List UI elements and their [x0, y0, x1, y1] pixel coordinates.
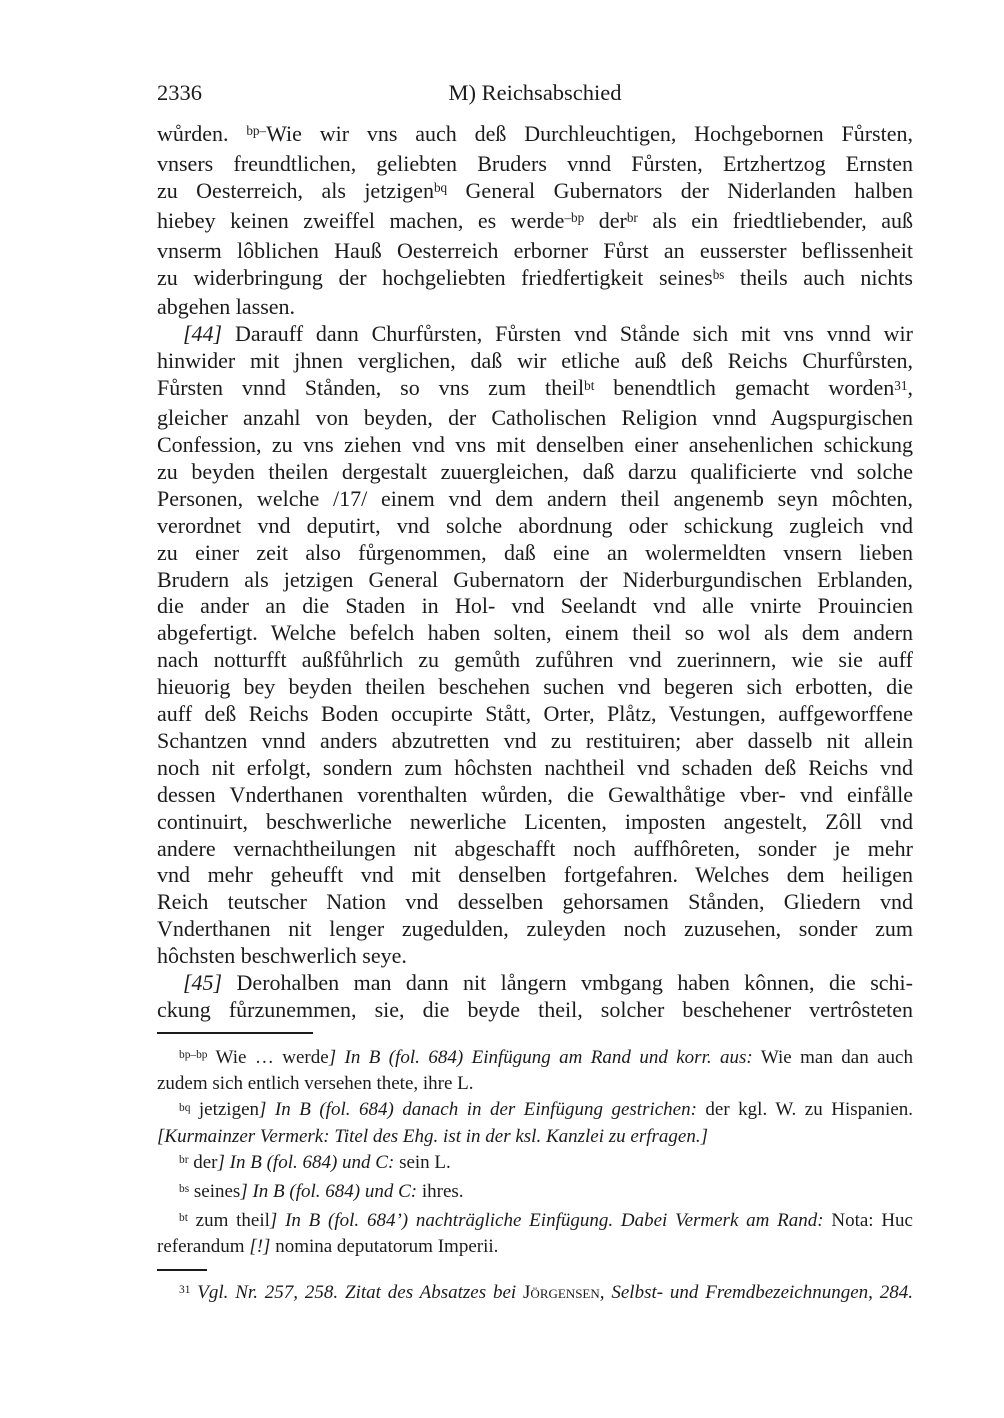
text-run: theils auch nichts	[724, 264, 913, 290]
footnote-entry	[157, 1046, 913, 1095]
text-run: zu Oesterreich, als jetzigen	[157, 177, 434, 203]
text-run: zu widerbringung der hochgeliebten friedfertigkeit seines	[157, 264, 713, 290]
text-run: hôchsten beschwerlich seye.	[157, 943, 407, 969]
page-content	[157, 80, 913, 1307]
footnote-marker: 31	[894, 377, 908, 393]
body-text	[157, 121, 913, 1024]
text-line	[157, 647, 913, 674]
text-line	[157, 889, 913, 916]
apparatus-separator-rule	[157, 1032, 313, 1034]
text-run: Nota: Huc	[823, 1210, 913, 1232]
text-run: Darauff dann Churfůrsten, Fůrsten vnd Stånde sich mit vns vnnd wir	[235, 321, 913, 347]
paragraph	[157, 321, 913, 970]
text-run: hinwider mit jhnen verglichen, daß wir etliche auß deß Reichs Churfůrsten,	[157, 348, 913, 374]
paragraph	[157, 1281, 913, 1307]
text-run: seines	[189, 1180, 241, 1202]
text-run: ckung fůrzunemmen, sie, die beyde theil, solcher beschehener vertrôsteten	[157, 997, 913, 1022]
running-title: M) Reichsabschied	[448, 80, 622, 105]
text-run: als ein friedtliebender, auß	[637, 207, 914, 233]
text-line	[157, 1180, 913, 1206]
text-line	[157, 1235, 913, 1258]
text-line	[157, 486, 913, 513]
paragraph	[157, 970, 913, 1024]
text-run: [45]	[183, 970, 237, 996]
footnote-marker: bq	[433, 180, 448, 196]
footnote-marker: br	[626, 210, 638, 226]
page-number: 2336	[157, 80, 202, 105]
text-line	[157, 121, 913, 151]
text-run: abgefertigt. Welche befelch haben solten, einem theil so wol als dem andern	[157, 620, 913, 646]
footnote-marker: bt	[584, 377, 595, 393]
text-run: ] In B (fol. 684) danach in der Einfügung gestrichen:	[259, 1099, 697, 1121]
text-line	[157, 238, 913, 265]
page-header	[157, 80, 913, 106]
footnote-entry	[157, 1209, 913, 1258]
text-line	[157, 540, 913, 567]
text-run: hieuorig bey beyden theilen beschehen suchen vnd begeren sich erbotten, die	[157, 674, 913, 700]
footnote-separator-rule	[157, 1269, 207, 1271]
text-line	[157, 943, 913, 970]
text-line	[157, 513, 913, 540]
footnote-marker: bp–	[246, 123, 267, 139]
text-run: verordnet vnd deputirt, vnd solche abordnung oder schickung zugleich vnd	[157, 512, 913, 538]
text-run: Personen, welche /17/ einem vnd dem andern theil angenemb seyn môchten,	[157, 485, 913, 511]
text-run: ,	[907, 375, 913, 401]
footnote-entry	[157, 1180, 913, 1206]
text-line	[157, 375, 913, 405]
text-line	[157, 1098, 913, 1124]
text-line	[157, 178, 913, 208]
text-line	[157, 836, 913, 863]
text-run: zu beyden theilen dergestalt zuuergleichen, daß darzu qualificierte vnd solche	[157, 458, 913, 484]
text-run: , Selbst- und Fremdbezeichnungen, 284.	[599, 1281, 913, 1303]
text-run: Brudern als jetzigen General Gubernatorn der Niderburgundischen Erblanden,	[157, 566, 913, 592]
text-run: Reich teutscher Nation vnd desselben gehorsamen Stånden, Gliedern vnd	[157, 889, 913, 915]
text-line	[157, 1281, 913, 1307]
text-run: nomina deputatorum Imperii.	[270, 1236, 499, 1258]
paragraph	[157, 121, 913, 321]
text-line	[157, 782, 913, 809]
text-line	[157, 755, 913, 782]
text-run: abgehen lassen.	[157, 294, 296, 320]
text-run: der	[188, 1151, 218, 1173]
text-line	[157, 674, 913, 701]
text-run: hiebey keinen zweiffel machen, es werde	[157, 207, 565, 233]
text-run: Vnderthanen nit lenger zugedulden, zuleyden noch zuzusehen, sonder zum	[157, 916, 913, 942]
text-run: ] In B (fol. 684’) nachträgliche Einfügung. Dabei Vermerk am Rand:	[269, 1210, 824, 1232]
text-run: ] In B (fol. 684) und C:	[240, 1180, 418, 1202]
text-run: zum theil	[187, 1210, 270, 1232]
text-run: ihres.	[417, 1180, 464, 1202]
critical-apparatus	[157, 1046, 913, 1259]
text-run: vnsers freundtlichen, geliebten Bruders vnnd Fůrsten, Ertzhertzog Ernsten	[157, 150, 913, 176]
text-run: jetzigen	[190, 1099, 260, 1121]
text-run: der	[584, 207, 627, 233]
text-run: die ander an die Staden in Hol- vnd Seelandt vnd alle vnirte Prouincien	[157, 593, 913, 619]
text-run: nach notturfft außfůhrlich zu gemůth zufůhren vnd zuerinnern, wie sie auff	[157, 647, 913, 673]
text-run: vnd mehr geheufft vnd mit denselben fortgefahren. Welches dem heiligen	[157, 862, 913, 888]
text-line	[157, 1046, 913, 1072]
footnote-marker: –bp	[564, 210, 585, 226]
text-run: dessen Vnderthanen vorenthalten wůrden, die Gewalthåtige vber- vnd einfålle	[157, 781, 913, 807]
text-line	[157, 1209, 913, 1235]
footnote-marker: bt	[179, 1212, 188, 1225]
footnote-entry	[157, 1151, 913, 1177]
text-run: zudem sich entlich versehen thete, ihre L.	[157, 1073, 474, 1095]
text-line	[157, 265, 913, 295]
text-run: sein L.	[394, 1151, 451, 1173]
text-run: [!]	[249, 1236, 271, 1258]
text-line	[157, 321, 913, 348]
text-run: Fůrsten vnnd Stånden, so vns zum theil	[157, 375, 585, 401]
text-run: referandum	[157, 1236, 250, 1258]
text-line	[157, 809, 913, 836]
text-run: Wie wir vns auch deß Durchleuchtigen, Hochgebornen Fůrsten,	[266, 121, 913, 146]
text-line	[157, 405, 913, 432]
text-run: gleicher anzahl von beyden, der Catholischen Religion vnnd Augspurgischen	[157, 405, 913, 431]
commentary-footnote	[157, 1281, 913, 1307]
text-run: [44]	[183, 321, 236, 347]
text-line	[157, 151, 913, 178]
footnote-marker: br	[179, 1153, 189, 1166]
text-run: Derohalben man dann nit långern vmbgang haben kônnen, die schi-	[236, 970, 913, 996]
text-run: benendtlich gemacht worden	[594, 375, 895, 401]
footnote-marker: bp–bp	[179, 1049, 208, 1062]
text-run: ] In B (fol. 684) Einfügung am Rand und korr. aus:	[328, 1046, 753, 1068]
text-line	[157, 862, 913, 889]
text-run: der kgl. W. zu Hispanien.	[696, 1099, 914, 1121]
footnote-marker: 31	[179, 1283, 191, 1296]
text-line	[157, 432, 913, 459]
text-run: andere vernachtheilungen nit abgeschafft noch auffhôreten, sonder je mehr	[157, 835, 913, 861]
text-run: vnserm lôblichen Hauß Oesterreich erborner Fůrst an eusserster beflissenheit	[157, 237, 913, 263]
text-line	[157, 620, 913, 647]
text-run: ] In B (fol. 684) und C:	[217, 1151, 395, 1173]
text-run: Confession, zu vns ziehen vnd vns mit denselben einer ansehenlichen schickung	[157, 431, 913, 457]
footnote-entry	[157, 1098, 913, 1147]
footnote-marker: bq	[179, 1101, 191, 1114]
footnote-marker: bs	[179, 1183, 190, 1196]
text-line	[157, 1072, 913, 1095]
footnote-marker: bs	[712, 267, 725, 282]
text-run: continuirt, beschwerliche newerliche Licenten, imposten angestelt, Zôll vnd	[157, 808, 913, 834]
text-run: Wie … werde	[207, 1046, 329, 1068]
text-run: zu einer zeit also fůrgenommen, daß eine an wolermeldten vnsern lieben	[157, 539, 913, 565]
text-run: Wie man dan auch	[752, 1046, 913, 1068]
text-line	[157, 348, 913, 375]
text-run: auff deß Reichs Boden occupirte Stått, Orter, Plåtz, Vestungen, auffgeworffene	[157, 701, 913, 727]
text-run: Schantzen vnnd anders abzutretten vnd zu restituiren; aber dasselb nit allein	[157, 727, 913, 753]
text-run: General Gubernators der Niderlanden halben	[447, 177, 914, 203]
text-line	[157, 728, 913, 755]
text-line	[157, 459, 913, 486]
text-run: Jörgensen	[523, 1281, 600, 1303]
text-line	[157, 208, 913, 238]
text-line	[157, 1125, 913, 1148]
text-line	[157, 294, 913, 321]
text-run: noch nit erfolgt, sondern zum hôchsten nachtheil vnd schaden deß Reichs vnd	[157, 754, 913, 780]
text-run: [Kurmainzer Vermerk: Titel des Ehg. ist in der ksl. Kanzlei zu erfragen.]	[157, 1125, 708, 1147]
text-line	[157, 593, 913, 620]
text-line	[157, 997, 913, 1024]
text-run: Vgl. Nr. 257, 258. Zitat des Absatzes bei	[190, 1281, 524, 1303]
text-line	[157, 567, 913, 594]
text-line	[157, 701, 913, 728]
text-line	[157, 1151, 913, 1177]
text-line	[157, 916, 913, 943]
text-line	[157, 970, 913, 997]
text-run: wůrden.	[157, 121, 247, 146]
